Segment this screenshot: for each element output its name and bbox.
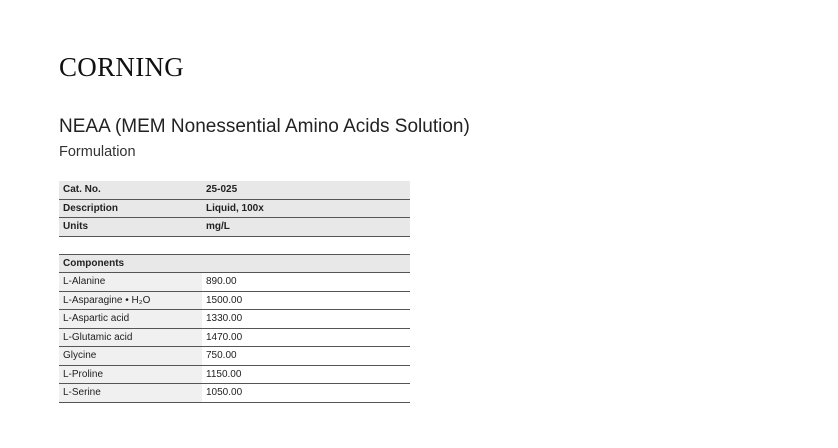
table-row: [59, 328, 410, 347]
cat-no-label: Cat. No.: [59, 181, 202, 199]
units-label: Units: [59, 218, 202, 237]
component-name: L-Glutamic acid: [59, 328, 202, 347]
component-name: L-Serine: [59, 384, 202, 403]
page-title: NEAA (MEM Nonessential Amino Acids Solution): [59, 116, 470, 137]
description-value: Liquid, 100x: [202, 199, 410, 218]
component-value: 890.00: [202, 273, 410, 292]
table-row: [59, 273, 410, 292]
table-row: [59, 347, 410, 366]
units-value: mg/L: [202, 218, 410, 237]
component-value: 1050.00: [202, 384, 410, 403]
component-name: L-Aspartic acid: [59, 310, 202, 329]
description-row: [59, 199, 410, 218]
table-spacer: [59, 236, 410, 254]
page-subtitle: Formulation: [59, 144, 136, 160]
component-value: 750.00: [202, 347, 410, 366]
component-name: L-Asparagine • H₂O: [59, 291, 202, 310]
components-header-row: [59, 254, 410, 273]
cat-no-row: [59, 181, 410, 199]
formulation-table: [59, 181, 410, 403]
component-value: 1500.00: [202, 291, 410, 310]
component-value: 1330.00: [202, 310, 410, 329]
component-name: Glycine: [59, 347, 202, 366]
table-row: [59, 384, 410, 403]
table-row: [59, 291, 410, 310]
component-name: L-Proline: [59, 365, 202, 384]
components-header: Components: [59, 254, 202, 273]
component-value: 1150.00: [202, 365, 410, 384]
corning-logo: CORNING: [59, 52, 185, 82]
component-name: L-Alanine: [59, 273, 202, 292]
table-row: [59, 310, 410, 329]
description-label: Description: [59, 199, 202, 218]
table-row: [59, 365, 410, 384]
component-value: 1470.00: [202, 328, 410, 347]
cat-no-value: 25-025: [202, 181, 410, 199]
units-row: [59, 218, 410, 237]
